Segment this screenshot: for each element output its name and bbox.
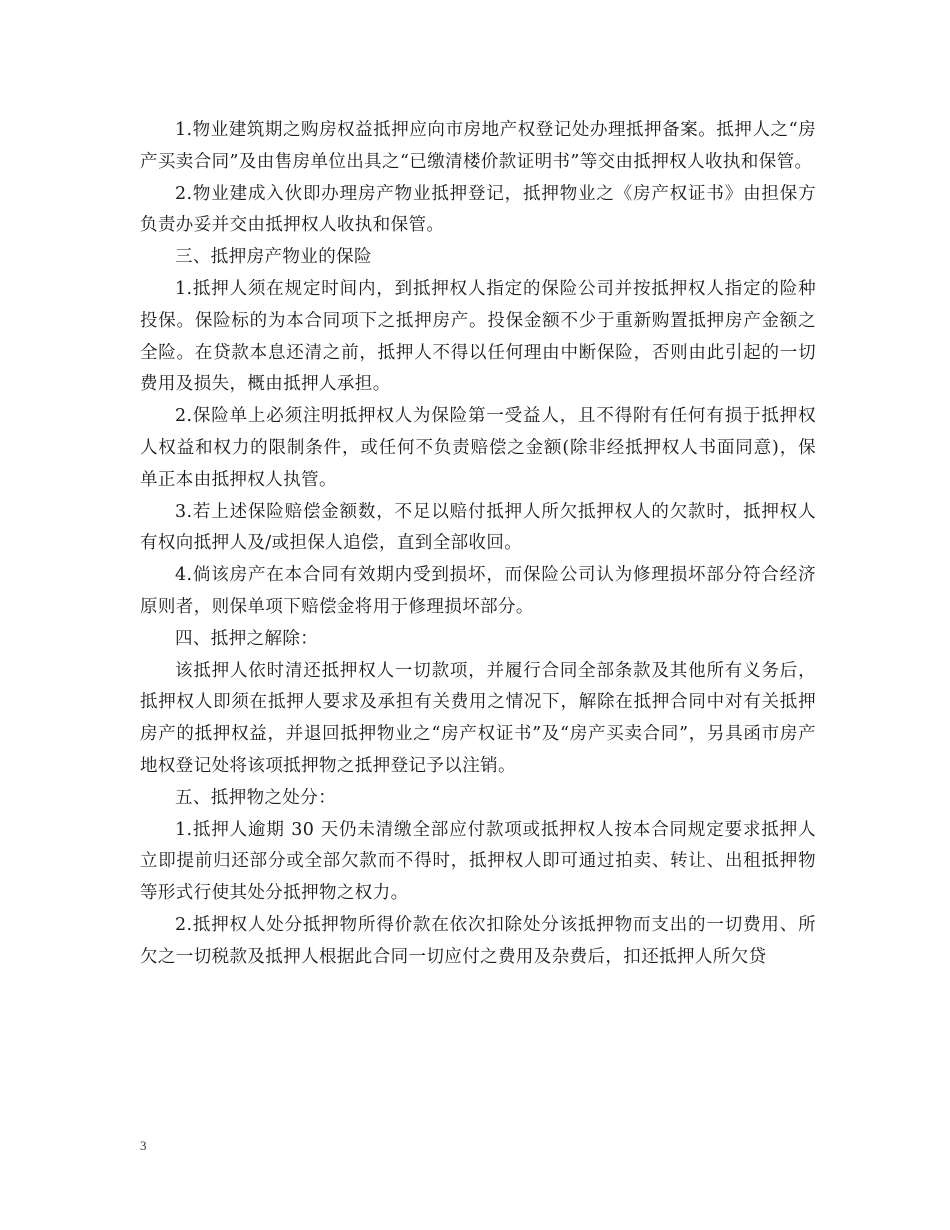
section-heading-release: 四、抵押之解除： [175,628,319,649]
document-body [140,115,816,974]
paragraph-insurance-1: 1.抵押人须在规定时间内，到抵押权人指定的保险公司并按抵押权人指定的险种投保。保险标的为本合同项下之抵押房产。投保金额不少于重新购置抵押房产金额之全险。在贷款本息还清之前，抵押人不得以任何理由中断保险，否则由此引起的一切费用及损失，概由抵押人承担。 [140,278,816,395]
paragraph-registration-after-completion: 2.物业建成入伙即办理房产物业抵押登记，抵押物业之《房产权证书》由担保方负责办妥并交由抵押权人收执和保管。 [140,183,816,236]
paragraph-insurance-2: 2.保险单上必须注明抵押权人为保险第一受益人，且不得附有任何有损于抵押权人权益和权力的限制条件，或任何不负责赔偿之金额(除非经抵押权人书面同意)，保单正本由抵押权人执管。 [140,406,816,490]
page-number: 3 [140,1138,147,1153]
paragraph-disposal-1: 1.抵押人逾期 30 天仍未清缴全部应付款项或抵押权人按本合同规定要求抵押人立即提前归还部分或全部欠款而不得时，抵押权人即可通过拍卖、转让、出租抵押物等形式行使其处分抵押物之权力。 [140,819,816,904]
section-heading-insurance: 三、抵押房产物业的保险 [175,247,372,268]
section-heading-disposal: 五、抵押物之处分： [175,787,337,808]
paragraph-disposal-2: 2.抵押权人处分抵押物所得价款在依次扣除处分该抵押物而支出的一切费用、所欠之一切税款及抵押人根据此合同一切应付之费用及杂费后，扣还抵押人所欠贷 [140,914,816,967]
paragraph-release: 该抵押人依时清还抵押权人一切款项，并履行合同全部条款及其他所有义务后，抵押权人即须在抵押人要求及承担有关费用之情况下，解除在抵押合同中对有关抵押房产的抵押权益，并退回抵押物业之“房产权证书”及“房产买卖合同”，另具函市房产地权登记处将该项抵押物之抵押登记予以注销。 [140,660,816,776]
paragraph-registration-during-construction: 1.物业建筑期之购房权益抵押应向市房地产权登记处办理抵押备案。抵押人之“房产买卖合同”及由售房单位出具之“已缴清楼价款证明书”等交由抵押权人收执和保管。 [140,120,816,172]
paragraph-insurance-4: 4.倘该房产在本合同有效期内受到损坏，而保险公司认为修理损坏部分符合经济原则者，则保单项下赔偿金将用于修理损坏部分。 [140,565,816,617]
paragraph-insurance-3: 3.若上述保险赔偿金额数，不足以赔付抵押人所欠抵押权人的欠款时，抵押权人有权向抵押人及/或担保人追偿，直到全部收回。 [140,501,816,554]
